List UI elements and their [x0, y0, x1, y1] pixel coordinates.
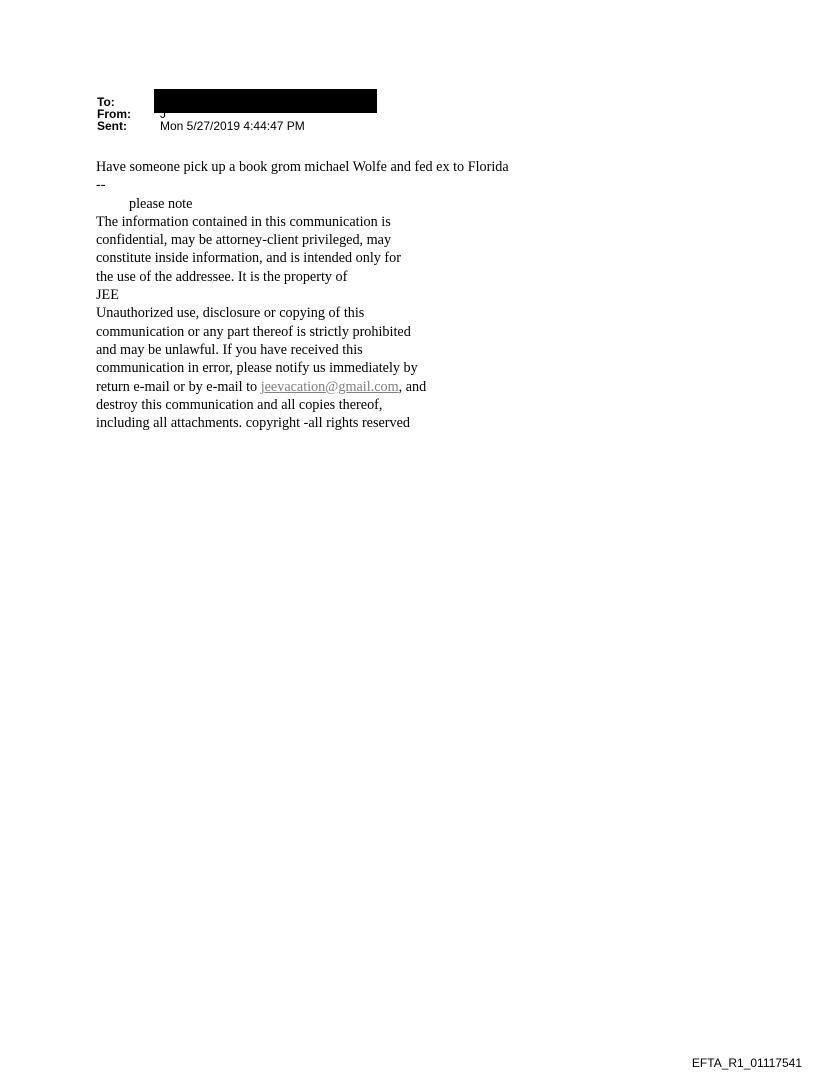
- from-value: J: [160, 107, 166, 121]
- disclaimer-line: confidential, may be attorney-client privileged, may: [96, 232, 392, 249]
- disclaimer-line: constitute inside information, and is intended only for: [96, 250, 401, 267]
- signature-separator: --: [96, 177, 106, 194]
- disclaimer-line: and may be unlawful. If you have received this: [96, 341, 363, 358]
- bates-number: EFTA_R1_01117541: [691, 1056, 802, 1070]
- disclaimer-line: communication or any part thereof is strictly prohibited: [96, 323, 411, 340]
- to-label: To:: [97, 95, 115, 109]
- email-body: [96, 158, 509, 432]
- disclaimer-line: the use of the addressee. It is the property of: [96, 268, 348, 285]
- sent-value: Mon 5/27/2019 4:44:47 PM: [160, 119, 305, 133]
- disclaimer-line: The information contained in this communication is: [96, 213, 391, 230]
- sent-label: Sent:: [97, 119, 127, 133]
- closing-line: destroy this communication and all copies thereof,: [96, 396, 383, 413]
- from-label: From:: [97, 107, 131, 121]
- disclaimer-line: Unauthorized use, disclosure or copying of this: [96, 305, 365, 322]
- closing-line: including all attachments. copyright -all rights reserved: [96, 415, 411, 432]
- disclaimer-line: JEE: [96, 287, 119, 304]
- return-line-prefix: return e-mail or by e-mail to: [96, 378, 261, 395]
- return-email-line: [96, 378, 509, 396]
- return-line-suffix: , and: [398, 378, 427, 395]
- message-text: Have someone pick up a book grom michael Wolfe and fed ex to Florida: [96, 159, 509, 175]
- email-link[interactable]: jeevacation@gmail.com: [260, 378, 399, 395]
- disclaimer-line: communication in error, please notify us immediately by: [96, 360, 418, 377]
- note-heading: please note: [129, 195, 193, 212]
- redaction-box: [154, 89, 377, 113]
